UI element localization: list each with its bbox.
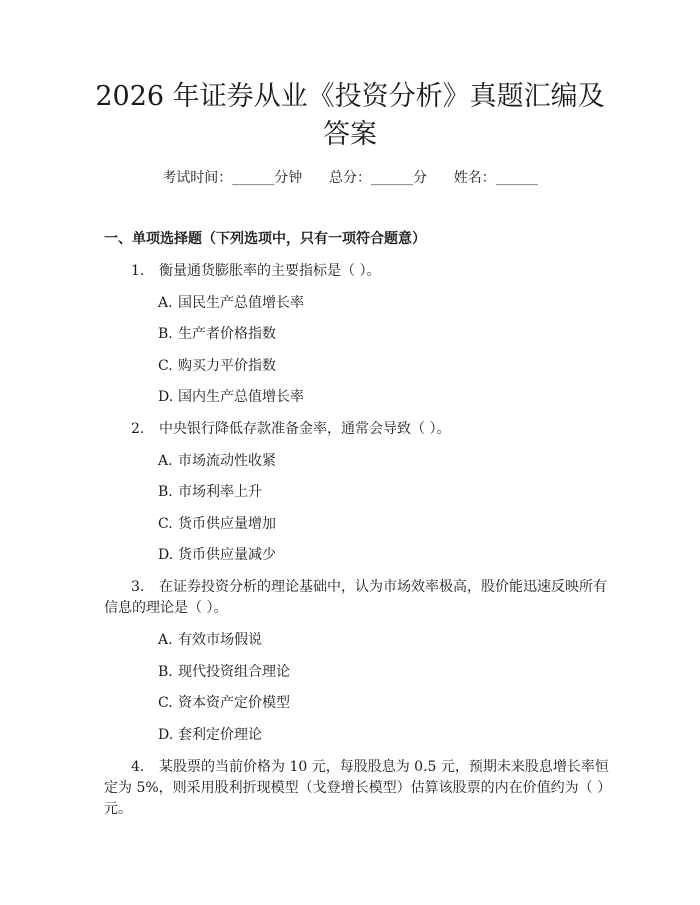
question-4 xyxy=(131,757,609,777)
question-2 xyxy=(131,419,450,439)
question-1-option-b xyxy=(158,324,276,344)
question-3-option-d xyxy=(158,725,262,745)
option-letter: A. xyxy=(158,632,173,648)
exam-info-line: 考试时间：______分钟 总分：______分 姓名：______ xyxy=(162,170,538,186)
option-letter: D. xyxy=(158,547,174,563)
question-text-line-1: 某股票的当前价格为 10 元，每股股息为 0.5 元，预期未来股息增长率恒 xyxy=(159,759,609,775)
question-2-option-c xyxy=(158,514,276,534)
option-text: 国内生产总值增长率 xyxy=(178,389,304,405)
option-text: 生产者价格指数 xyxy=(178,326,276,342)
document-title: 2026 年证券从业《投资分析》真题汇编及答案 xyxy=(95,81,605,150)
question-2-option-d xyxy=(158,545,276,565)
question-3-option-a xyxy=(158,630,262,650)
question-number: 1. xyxy=(131,263,145,279)
question-number: 4. xyxy=(131,759,145,775)
option-text: 货币供应量减少 xyxy=(178,547,276,563)
question-3-continuation: 信息的理论是（ ）。 xyxy=(104,600,228,616)
option-letter: D. xyxy=(158,389,174,405)
question-2-option-a xyxy=(158,451,276,471)
option-letter: A. xyxy=(158,295,173,311)
option-letter: C. xyxy=(158,516,173,532)
option-text: 现代投资组合理论 xyxy=(178,664,290,680)
option-letter: C. xyxy=(158,358,173,374)
question-text-line-1: 在证券投资分析的理论基础中，认为市场效率极高，股价能迅速反映所有 xyxy=(159,579,607,595)
option-text: 市场利率上升 xyxy=(178,484,262,500)
question-2-option-b xyxy=(158,482,262,502)
question-text: 衡量通货膨胀率的主要指标是（ ）。 xyxy=(159,263,381,279)
question-text: 中央银行降低存款准备金率，通常会导致（ ）。 xyxy=(159,421,451,437)
question-number: 3. xyxy=(131,579,145,595)
question-1 xyxy=(131,261,380,281)
option-letter: B. xyxy=(158,484,173,500)
option-text: 国民生产总值增长率 xyxy=(178,295,304,311)
option-letter: C. xyxy=(158,695,173,711)
option-text: 套利定价理论 xyxy=(178,727,262,743)
option-text: 有效市场假说 xyxy=(178,632,262,648)
option-text: 货币供应量增加 xyxy=(178,516,276,532)
question-4-continuation-2: 元。 xyxy=(104,801,132,817)
question-1-option-c xyxy=(158,356,276,376)
question-1-option-a xyxy=(158,293,304,313)
option-letter: B. xyxy=(158,664,173,680)
option-text: 市场流动性收紧 xyxy=(178,453,276,469)
section-heading: 一、单项选择题（下列选项中，只有一项符合题意） xyxy=(104,231,426,247)
question-3-option-c xyxy=(158,693,290,713)
question-1-option-d xyxy=(158,387,304,407)
question-3-option-b xyxy=(158,662,290,682)
option-text: 购买力平价指数 xyxy=(178,358,276,374)
option-text: 资本资产定价模型 xyxy=(178,695,290,711)
option-letter: A. xyxy=(158,453,173,469)
option-letter: D. xyxy=(158,727,174,743)
question-4-continuation-1: 定为 5%，则采用股利折现模型（戈登增长模型）估算该股票的内在价值约为（ ） xyxy=(104,780,612,796)
option-letter: B. xyxy=(158,326,173,342)
question-number: 2. xyxy=(131,421,145,437)
question-3 xyxy=(131,577,607,597)
